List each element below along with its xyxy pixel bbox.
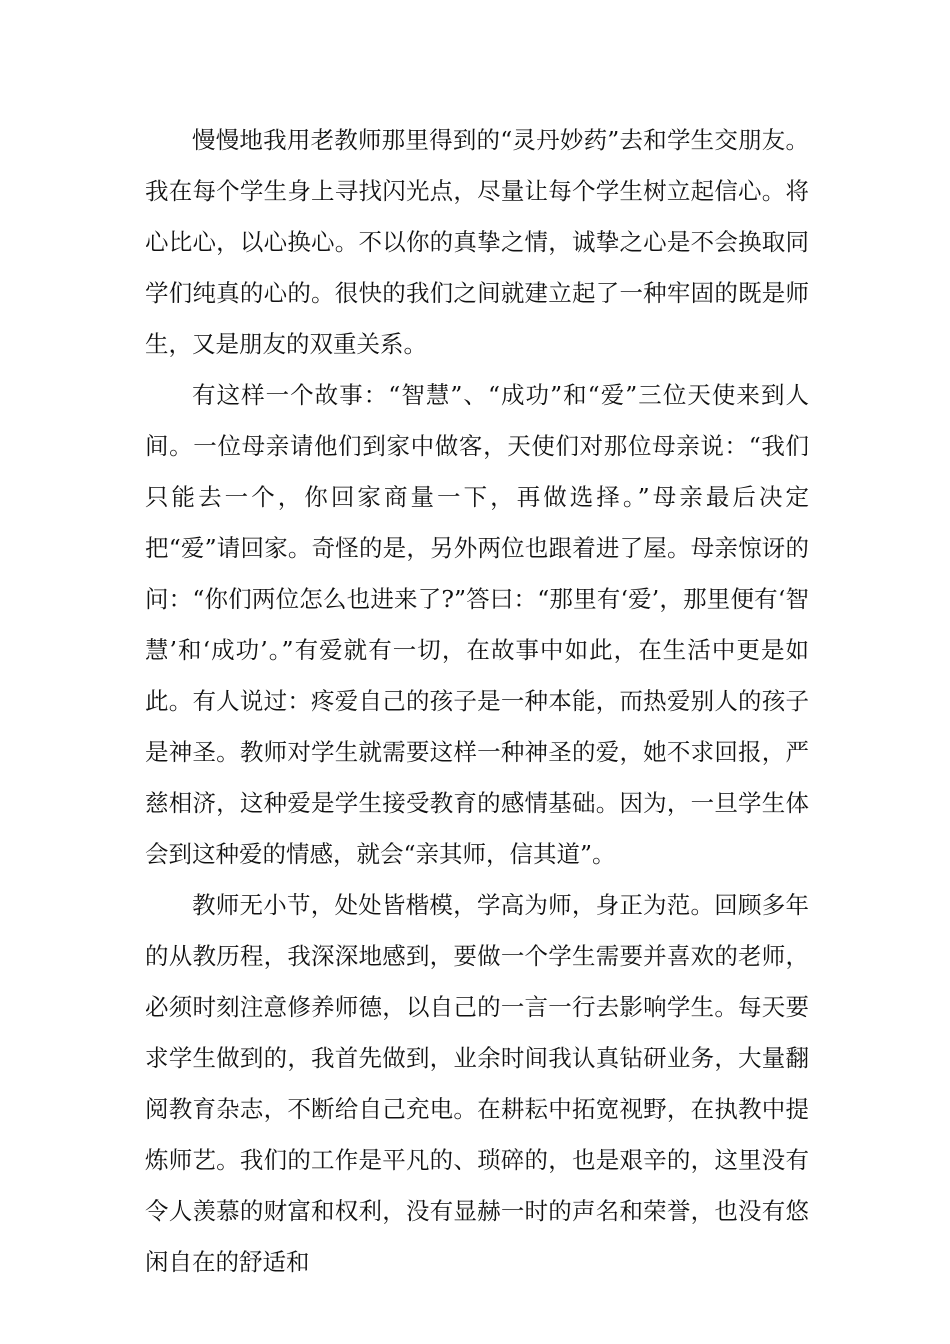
paragraph-3: 教师无小节，处处皆楷模，学高为师，身正为范。回顾多年的从教历程，我深深地感到，要做一个学生需要并喜欢的老师，必须时刻注意修养师德，以自己的一言一行去影响学生。每天要求学生做到的，我首先做到，业余时间我认真钻研业务，大量翻阅教育杂志，不断给自己充电。在耕耘中拓宽视野，在执教中提炼师艺。我们的工作是平凡的、琐碎的，也是艰辛的，这里没有令人羡慕的财富和权利，没有显赫一时的声名和荣誉，也没有悠闲自在的舒适和 [145, 891, 809, 1276]
document-body [145, 115, 809, 1288]
paragraph-2: 有这样一个故事：“智慧”、“成功”和“爱”三位天使来到人间。一位母亲请他们到家中做客，天使们对那位母亲说：“我们只能去一个，你回家商量一下，再做选择。”母亲最后决定把“爱”请回家。奇怪的是，另外两位也跟着进了屋。母亲惊讶的问：“你们两位怎么也进来了?”答曰：“那里有‘爱’，那里便有‘智慧’和‘成功’。”有爱就有一切，在故事中如此，在生活中更是如此。有人说过：疼爱自己的孩子是一种本能，而热爱别人的孩子是神圣。教师对学生就需要这样一种神圣的爱，她不求回报，严慈相济，这种爱是学生接受教育的感情基础。因为，一旦学生体会到这种爱的情感，就会“亲其师，信其道”。 [145, 381, 809, 868]
paragraph-1: 慢慢地我用老教师那里得到的“灵丹妙药”去和学生交朋友。我在每个学生身上寻找闪光点，尽量让每个学生树立起信心。将心比心，以心换心。不以你的真挚之情，诚挚之心是不会换取同学们纯真的心的。很快的我们之间就建立起了一种牢固的既是师生，又是朋友的双重关系。 [145, 126, 809, 358]
